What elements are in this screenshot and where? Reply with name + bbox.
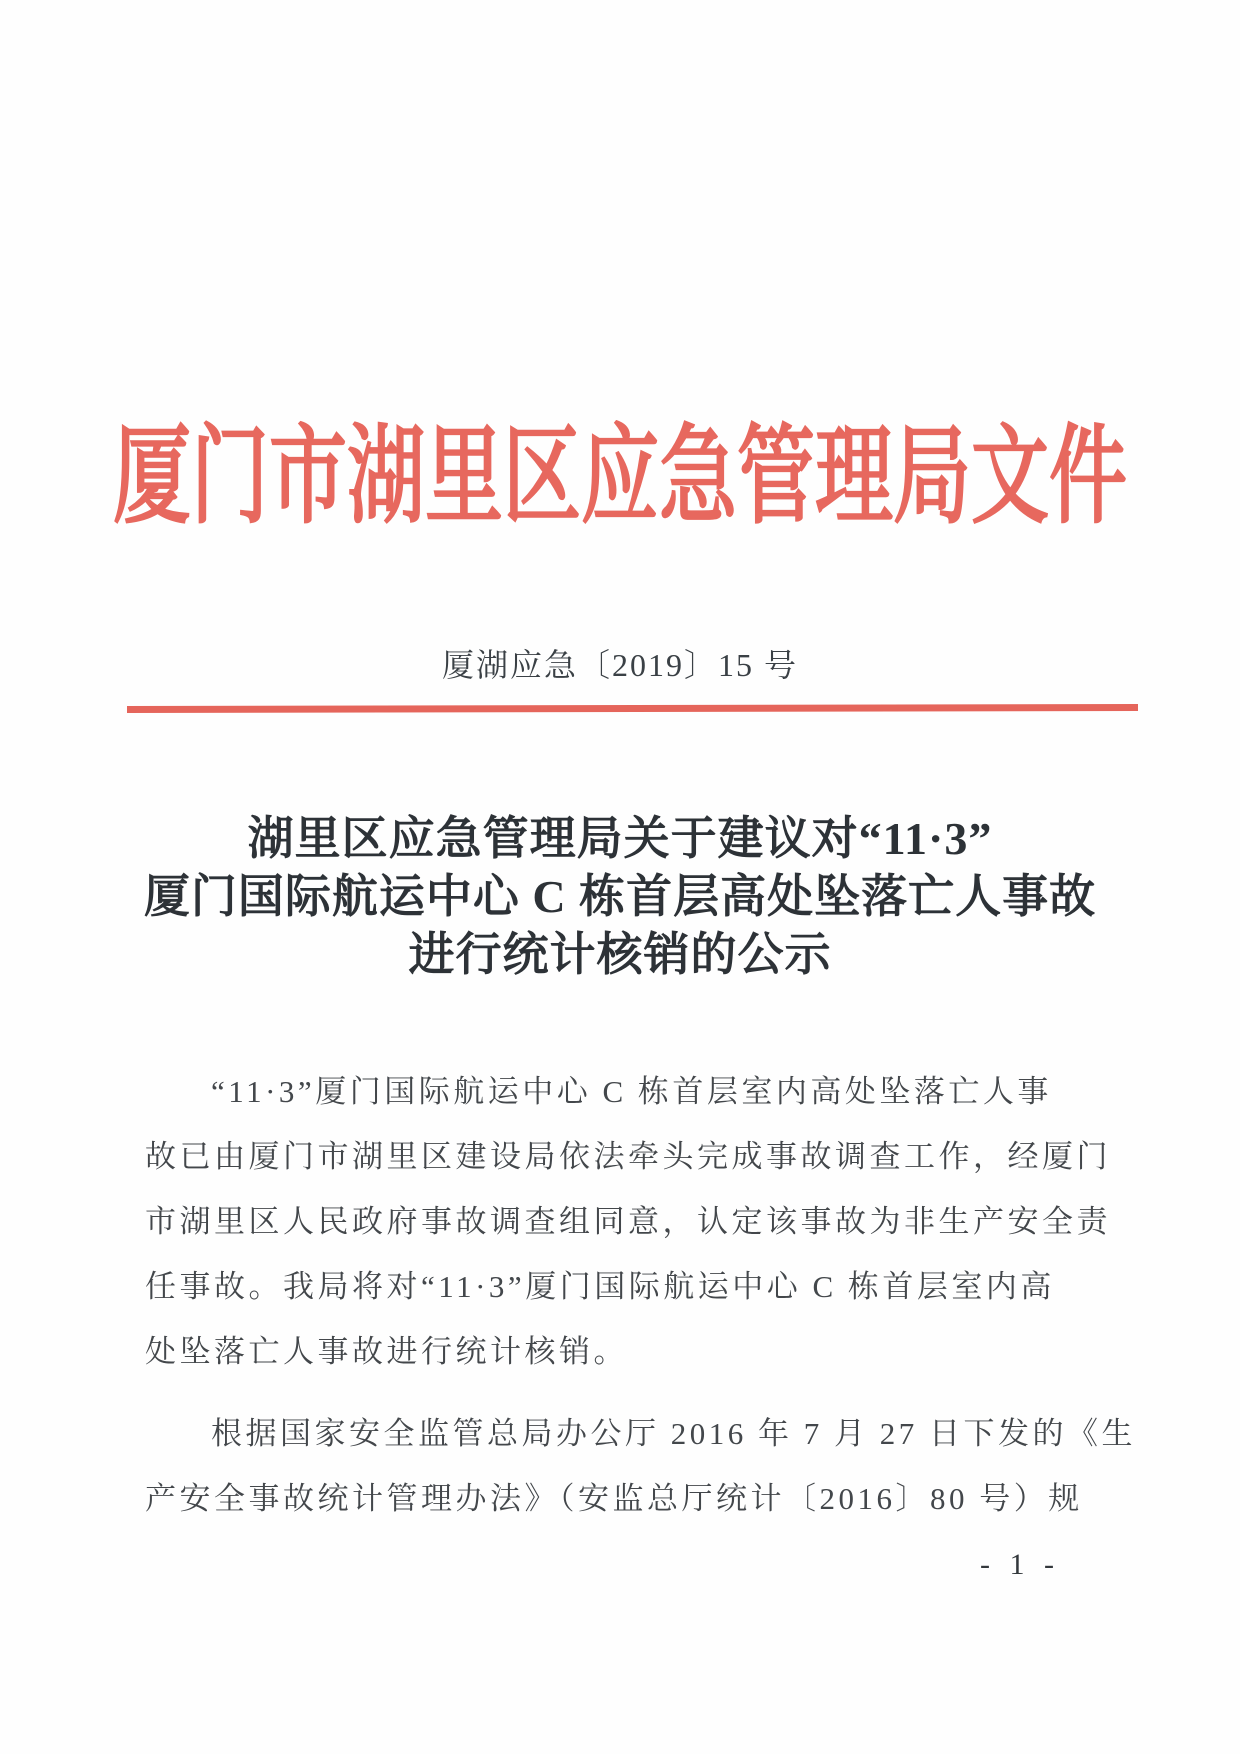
body-line: 产安全事故统计管理办法》（安监总厅统计〔2016〕80 号）规 (145, 1481, 1083, 1516)
body-line: 故已由厦门市湖里区建设局依法牵头完成事故调查工作，经厦门 (145, 1139, 1111, 1174)
body-paragraph (145, 1059, 1111, 1384)
body-line: 根据国家安全监管总局办公厅 2016 年 7 月 27 日下发的《生 (211, 1416, 1136, 1451)
body-paragraph (145, 1401, 1136, 1531)
body-line: 处坠落亡人事故进行统计核销。 (145, 1334, 628, 1369)
document-title-line: 厦门国际航运中心 C 栋首层高处坠落亡人事故 (143, 871, 1097, 922)
letterhead-agency-title: 厦门市湖里区应急管理局文件 (112, 416, 1127, 537)
red-divider-line (127, 704, 1138, 713)
page-number: - 1 - (980, 1548, 1060, 1581)
document-number: 厦湖应急〔2019〕15 号 (441, 647, 798, 683)
document-body (145, 1059, 1136, 1531)
document-title-line: 湖里区应急管理局关于建议对“11·3” (247, 813, 993, 864)
body-line: 任事故。我局将对“11·3”厦门国际航运中心 C 栋首层室内高 (145, 1269, 1055, 1304)
body-line: “11·3”厦门国际航运中心 C 栋首层室内高处坠落亡人事 (211, 1074, 1052, 1109)
document-title-line: 进行统计核销的公示 (408, 929, 832, 980)
document-title (70, 810, 1170, 984)
body-line: 市湖里区人民政府事故调查组同意，认定该事故为非生产安全责 (145, 1204, 1111, 1239)
